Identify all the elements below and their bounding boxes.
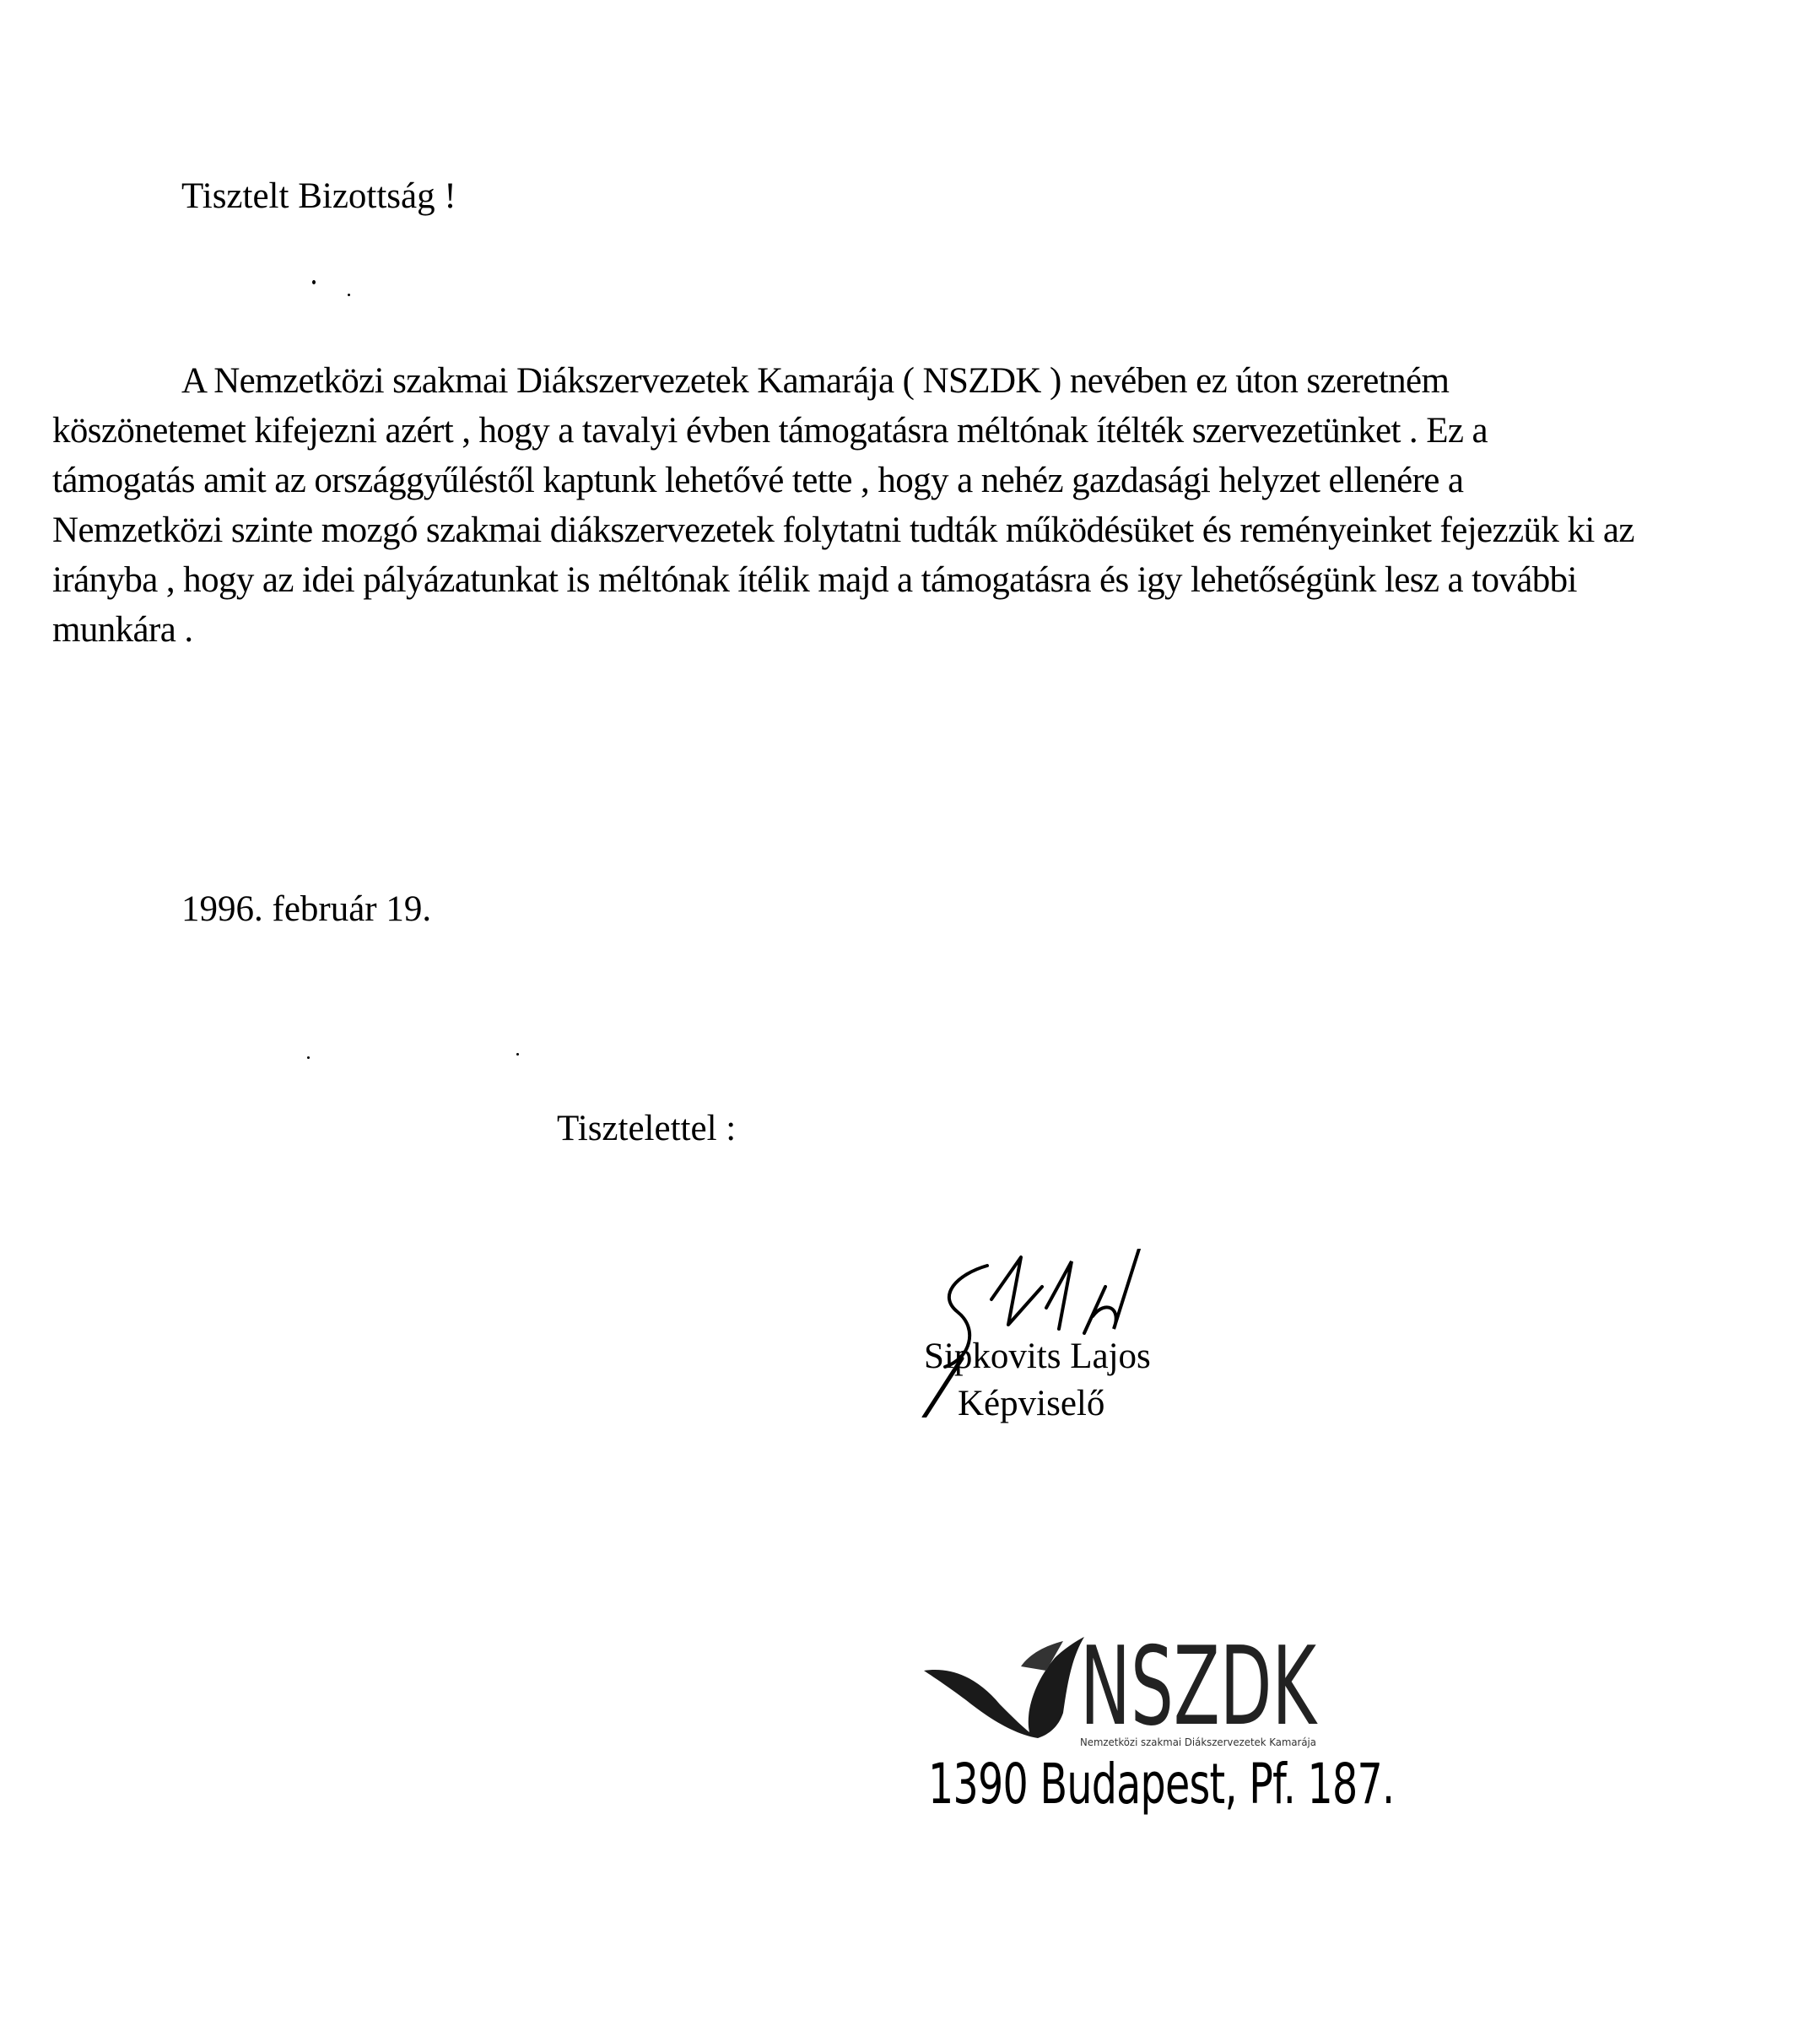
signer-name: Sipkovits Lajos bbox=[924, 1336, 1151, 1376]
scan-speck bbox=[307, 1056, 310, 1059]
logo-wordmark: NSZDK bbox=[1080, 1633, 1318, 1750]
closing: Tisztelettel : bbox=[557, 1109, 737, 1148]
letter-date: 1996. február 19. bbox=[181, 889, 432, 929]
scan-speck bbox=[516, 1053, 519, 1056]
bird-emblem-icon bbox=[924, 1637, 1084, 1738]
scan-speck bbox=[348, 294, 350, 296]
signer-title: Képviselő bbox=[958, 1384, 1105, 1423]
letter-body: A Nemzetközi szakmai Diákszervezetek Kamarája ( NSZDK ) nevében ez úton szeretném köszönetemet kifejezni azért , hogy a tavalyi évben támogatásra méltónak ítélték szervezetünket . Ez a támogatás amit az országgyűléstől kaptunk lehetővé tette , hogy a nehéz gazdasági helyzet ellenére a Nemzetközi szinte mozgó szakmai diákszervezetek folytatni tudták működésüket és reményeinket fejezzük ki az irányba , hogy az idei pályázatunkat is méltónak ítélik majd a támogatásra és igy lehetőségünk lesz a további munkára . bbox=[52, 361, 1634, 650]
logo-subtitle: Nemzetközi szakmai Diákszervezetek Kamarája bbox=[1080, 1736, 1316, 1748]
nszdk-logo bbox=[920, 1633, 1325, 1751]
salutation: Tisztelt Bizottság ! bbox=[181, 176, 456, 216]
letterhead-address: 1390 Budapest, Pf. 187. bbox=[928, 1752, 1395, 1817]
scan-speck bbox=[312, 280, 316, 284]
